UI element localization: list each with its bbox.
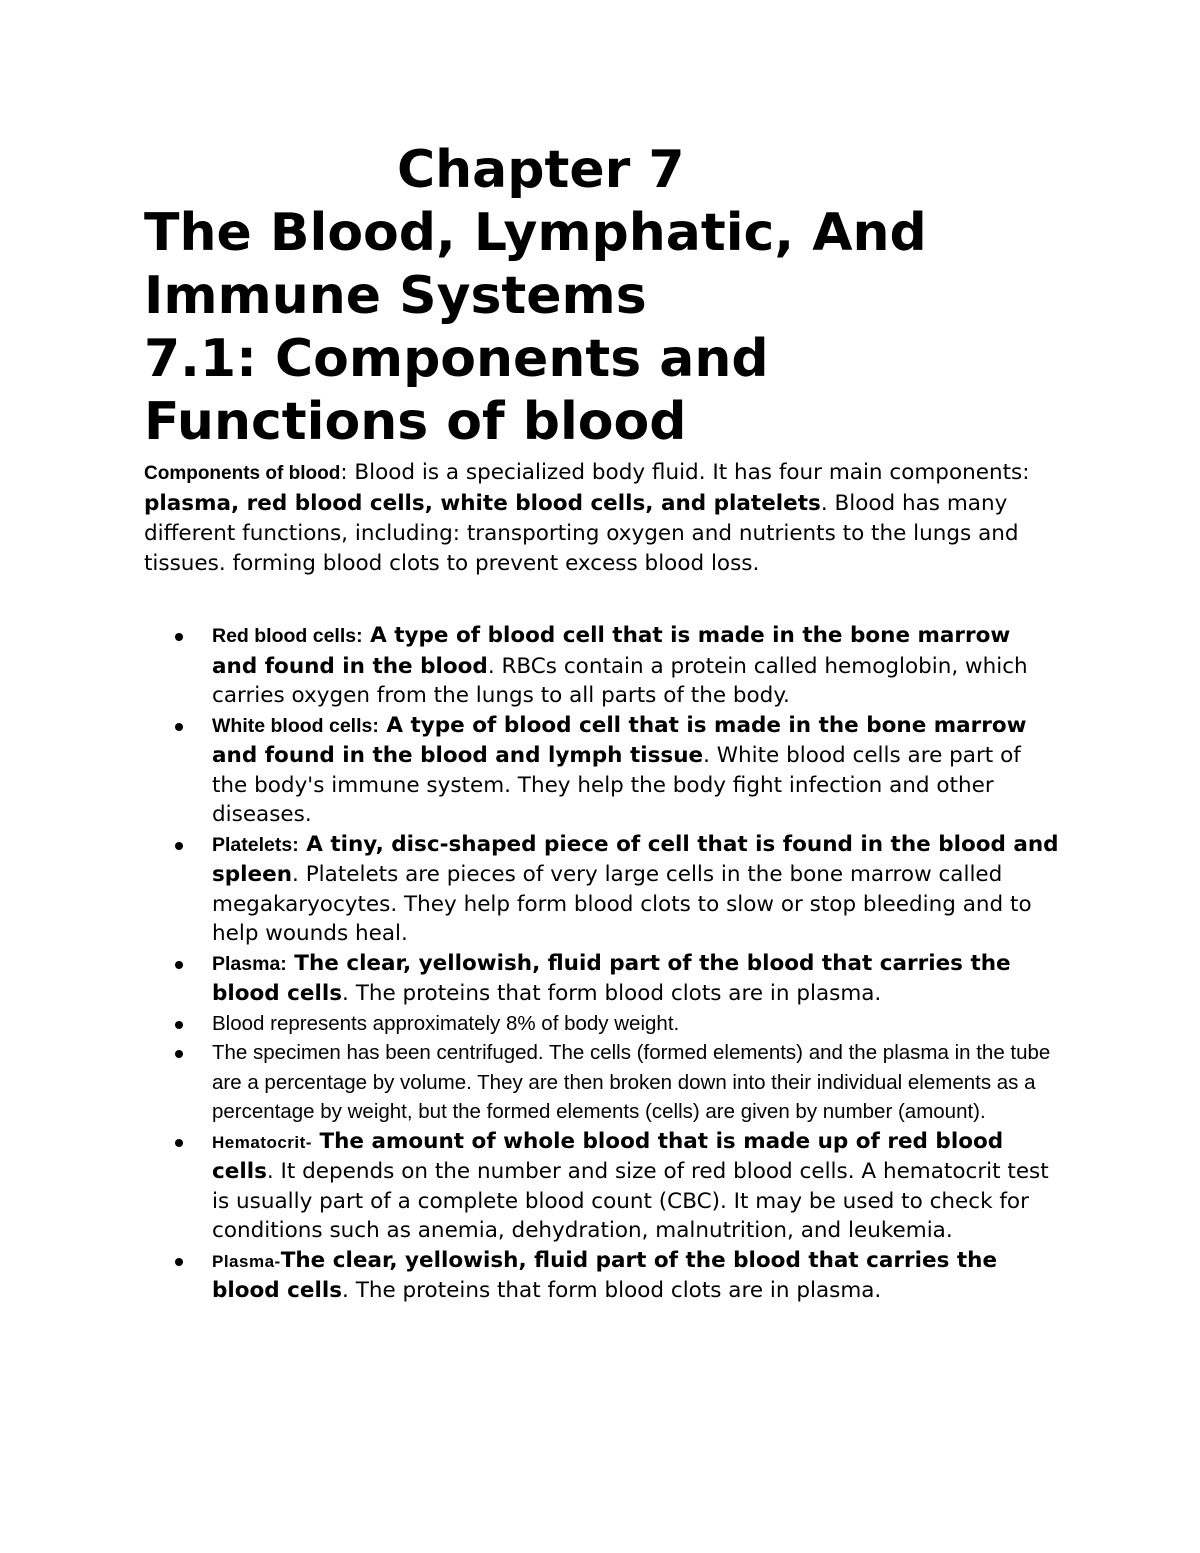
bullet-label: White blood cells: <box>212 714 379 737</box>
bullet-text: . The proteins that form blood clots are in plasma. <box>342 981 882 1006</box>
title-line-2: Immune Systems <box>144 266 647 326</box>
bullet-text: The specimen has been centrifuged. The cells (formed elements) and the plasma in the tube are a percentage by volume. They are then broken down into their individual elements as a percentage by weight, but the formed elements (cells) are given by number (amount). <box>212 1041 1051 1123</box>
bullet-label: Platelets: <box>212 833 299 856</box>
bullet-icon <box>175 1021 183 1029</box>
list-item-plasma-2 <box>0 1246 1100 1306</box>
bullet-list <box>0 621 1100 1306</box>
bullet-text: Blood represents approximately 8% of body weight. <box>212 1011 680 1035</box>
title-line-1: The Blood, Lymphatic, And <box>144 203 927 263</box>
bullet-bold-text: The amount of whole blood that is made up of red blood cells <box>212 1128 1004 1184</box>
bullet-text: . The proteins that form blood clots are in plasma. <box>342 1278 882 1303</box>
section-heading-line-1: 7.1: Components and <box>144 329 769 389</box>
title-block <box>144 202 1144 454</box>
bullet-icon <box>175 723 183 731</box>
intro-text-1: : Blood is a specialized body fluid. It has four main components: <box>340 460 1030 485</box>
bullet-bold-text: The clear, yellowish, fluid part of the blood that carries the blood cells <box>212 950 1011 1006</box>
section-heading-line-2: Functions of blood <box>144 392 687 452</box>
bullet-text: . RBCs contain a protein called hemoglobin, which carries oxygen from the lungs to all parts of the body. <box>212 653 1028 708</box>
list-item-blood-weight <box>0 1009 1100 1039</box>
bullet-label: Red blood cells: <box>212 625 363 647</box>
list-item-plasma <box>0 949 1100 1009</box>
bullet-bold-text: A type of blood cell that is made in the bone marrow and found in the blood <box>212 623 1011 679</box>
bullet-text: . White blood cells are part of the body's immune system. They help the body fight infection and other diseases. <box>212 743 1021 827</box>
bullet-label: Plasma- <box>212 1251 281 1271</box>
bullet-label: Hematocrit- <box>212 1132 312 1152</box>
intro-text-2: . Blood has many different functions, including: transporting oxygen and nutrients to the lungs and tissues. forming blood clots to prevent excess blood loss. <box>144 491 1019 576</box>
intro-paragraph <box>144 458 1064 579</box>
intro-label: Components of blood <box>144 463 341 484</box>
list-item-specimen <box>0 1038 1100 1127</box>
list-item-platelets <box>0 830 1100 949</box>
intro-bold-text: plasma, red blood cells, white blood cells, and platelets <box>144 491 821 516</box>
bullet-bold-text: A tiny, disc-shaped piece of cell that is found in the blood and spleen <box>212 831 1059 887</box>
bullet-icon <box>175 1050 183 1058</box>
bullet-icon <box>175 633 183 641</box>
bullet-text: . Platelets are pieces of very large cells in the bone marrow called megakaryocytes. They help form blood clots to slow or stop bleeding and to help wounds heal. <box>212 862 1032 946</box>
bullet-icon <box>175 961 183 969</box>
list-item-red-blood-cells <box>0 621 1100 711</box>
bullet-icon <box>175 1139 183 1147</box>
bullet-text: . It depends on the number and size of red blood cells. A hematocrit test is usually part of a complete blood count (CBC). It may be used to check for conditions such as anemia, dehydration, malnutrition, and leukemia. <box>212 1159 1049 1243</box>
list-item-white-blood-cells <box>0 711 1100 830</box>
bullet-label: Plasma: <box>212 952 287 975</box>
bullet-icon <box>175 1258 183 1266</box>
bullet-bold-text: A type of blood cell that is made in the bone marrow and found in the blood and lymph tissue <box>212 712 1027 768</box>
list-item-hematocrit <box>0 1127 1100 1246</box>
bullet-icon <box>175 842 183 850</box>
chapter-heading: Chapter 7 <box>397 140 685 200</box>
bullet-bold-text: The clear, yellowish, fluid part of the blood that carries the blood cells <box>212 1247 998 1303</box>
